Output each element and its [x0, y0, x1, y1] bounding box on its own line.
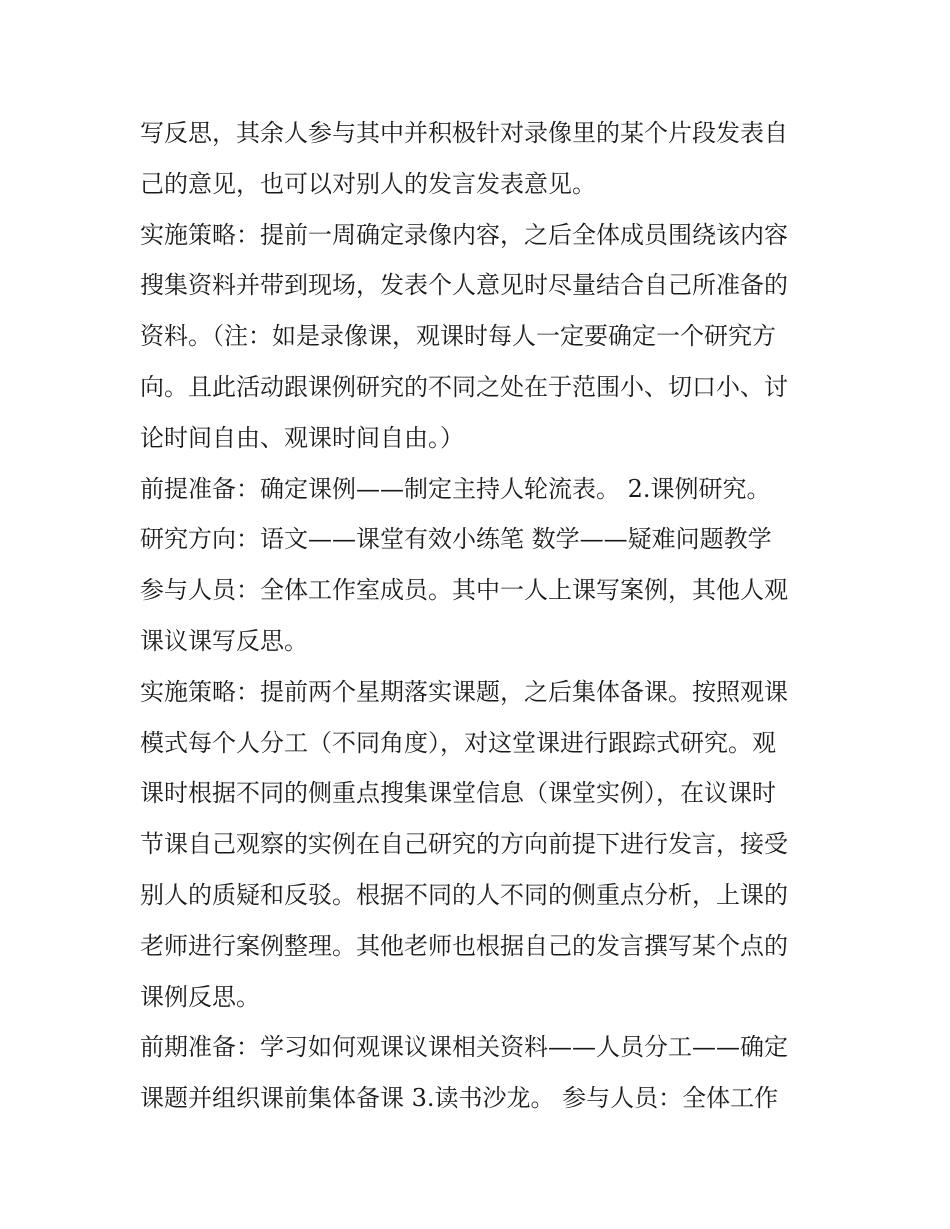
text-line: 老师进行案例整理。其他老师也根据自己的发言撰写某个点的 — [140, 931, 788, 960]
text-line: 前期准备：学习如何观课议课相关资料——人员分工——确定 — [140, 1033, 788, 1062]
text-line: 研究方向：语文——课堂有效小练笔 数学——疑难问题教学 — [140, 525, 772, 554]
text-line: 节课自己观察的实例在自己研究的方向前提下进行发言，接受 — [140, 830, 788, 859]
text-line: 课题并组织课前集体备课 3.读书沙龙。 参与人员：全体工作 — [140, 1084, 779, 1113]
text-line: 别人的质疑和反驳。根据不同的人不同的侧重点分析，上课的 — [140, 880, 788, 909]
text-line: 写反思，其余人参与其中并积极针对录像里的某个片段发表自 — [140, 119, 788, 147]
text-line: 己的意见，也可以对别人的发言发表意见。 — [140, 169, 596, 198]
text-line: 实施策略：提前一周确定录像内容，之后全体成员围绕该内容 — [140, 220, 788, 249]
body-text — [140, 108, 820, 1124]
text-line: 搜集资料并带到现场，发表个人意见时尽量结合自己所准备的 — [140, 271, 788, 300]
text-line: 课时根据不同的侧重点搜集课堂信息（课堂实例），在议课时 — [140, 779, 776, 808]
text-line: 向。且此活动跟课例研究的不同之处在于范围小、切口小、讨 — [140, 372, 788, 401]
text-line: 实施策略：提前两个星期落实课题，之后集体备课。按照观课 — [140, 677, 788, 706]
text-line: 前提准备：确定课例——制定主持人轮流表。 2.课例研究。 — [140, 474, 771, 503]
text-line: 论时间自由、观课时间自由。） — [140, 423, 464, 452]
text-line: 资料。（注：如是录像课，观课时每人一定要确定一个研究方 — [140, 322, 776, 351]
text-line: 参与人员：全体工作室成员。其中一人上课写案例，其他人观 — [140, 576, 788, 605]
text-line: 课议课写反思。 — [140, 626, 308, 655]
text-line: 课例反思。 — [140, 982, 260, 1011]
text-line: 模式每个人分工（不同角度），对这堂课进行跟踪式研究。观 — [140, 728, 776, 757]
